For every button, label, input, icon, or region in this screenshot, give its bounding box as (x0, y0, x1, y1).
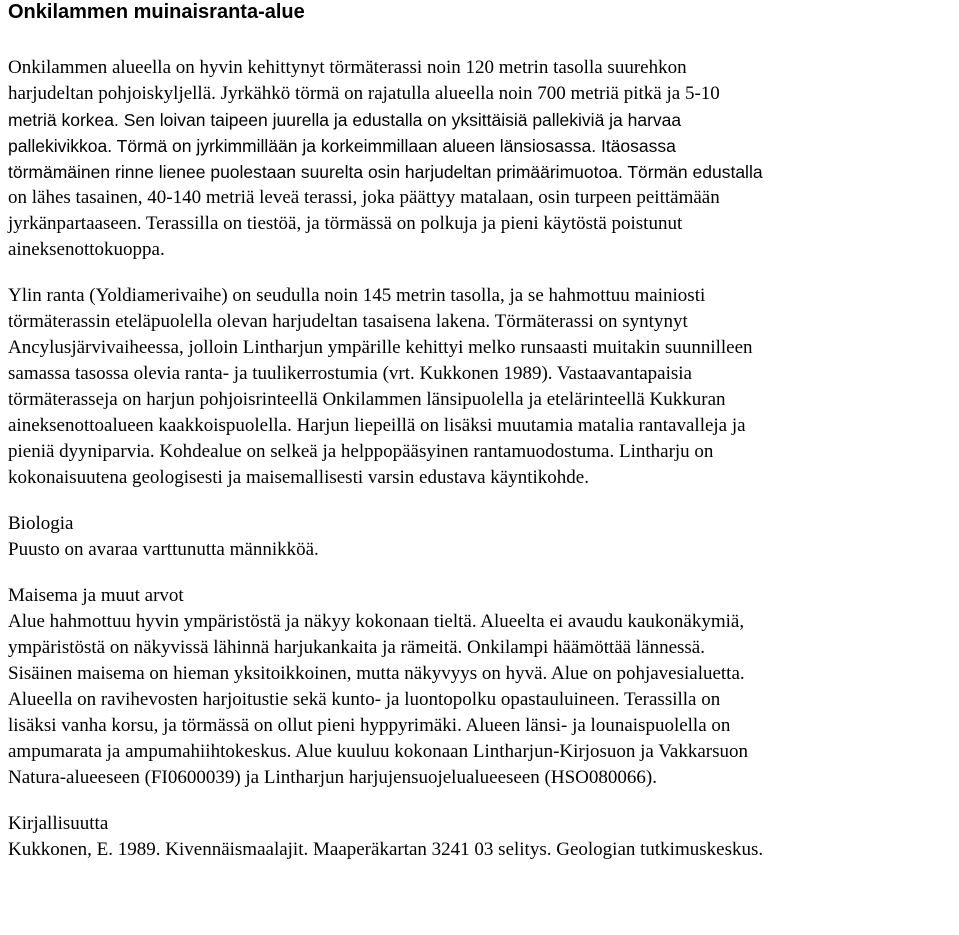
ylin-ranta-line: pieniä dyyniparvia. Kohdealue on selkeä ja helppopääsyinen rantamuodostuma. Lintharju on (8, 441, 714, 462)
biologia-line: Puusto on avaraa varttunutta männikköä. (8, 539, 319, 560)
spacer (8, 491, 956, 511)
section-heading: Biologia (8, 513, 74, 534)
intro-line: Onkilammen alueella on hyvin kehittynyt törmäterassi noin 120 metrin tasolla suurehkon (8, 57, 687, 78)
intro-line: pallekivikkoa. Törmä on jyrkimmillään ja korkeimmillaan alueen länsiosassa. Itäosassa (8, 136, 676, 156)
intro-line: harjudeltan pohjoiskyljellä. Jyrkähkö törmä on rajatulla alueella noin 700 metriä pitkä ja 5-10 (8, 83, 720, 104)
maisema-line: Natura-alueeseen (FI0600039) ja Lintharjun harjujensuojelualueeseen (HSO080066). (8, 767, 657, 788)
maisema-line: lisäksi vanha korsu, ja törmässä on ollut pieni hyppyrimäki. Alueen länsi- ja lounaispuolella on (8, 715, 731, 736)
intro-line: jyrkänpartaaseen. Terassilla on tiestöä, ja törmässä on polkuja ja pieni käytöstä poistunut (8, 213, 683, 234)
kirjallisuutta-section (8, 811, 956, 863)
spacer (8, 24, 956, 55)
ylin-ranta-line: törmäterassin eteläpuolella olevan harjudeltan tasaisena lakena. Törmäterassi on syntynyt (8, 311, 688, 332)
maisema-line: Alue hahmottuu hyvin ympäristöstä ja näkyy kokonaan tieltä. Alueelta ei avaudu kaukonäkymiä, (8, 611, 745, 632)
ylin-ranta-line: aineksenottoalueen kaakkoispuolella. Harjun liepeillä on lisäksi muutamia matalia rantavalleja ja (8, 415, 746, 436)
maisema-line: Alueella on ravihevosten harjoitustie sekä kunto- ja luontopolku opastauluineen. Terassilla on (8, 689, 721, 710)
spacer (8, 791, 956, 811)
spacer (8, 263, 956, 283)
intro-line: törmämäinen rinne lienee puolestaan suurelta osin harjudeltan primäärimuotoa. Törmän edustalla (8, 162, 763, 182)
intro-line: on lähes tasainen, 40-140 metriä leveä terassi, joka päättyy matalaan, osin turpeen peittämään (8, 187, 720, 208)
ylin-ranta-line: kokonaisuutena geologisesti ja maisemallisesti varsin edustava käyntikohde. (8, 467, 589, 488)
maisema-line: ympäristöstä on näkyvissä lähinnä harjukankaita ja rämeitä. Onkilampi häämöttää lännessä. (8, 637, 705, 658)
intro-paragraph (8, 55, 956, 263)
section-heading: Maisema ja muut arvot (8, 585, 184, 606)
ylin-ranta-line: Ylin ranta (Yoldiamerivaihe) on seudulla noin 145 metrin tasolla, ja se hahmottuu mainiosti (8, 285, 706, 306)
ylin-ranta-line: Ancylusjärvivaiheessa, jolloin Lintharjun ympärille kehittyi melko runsaasti muitakin suunnilleen (8, 337, 753, 358)
maisema-section (8, 583, 956, 791)
page-title: Onkilammen muinaisranta-alue (8, 1, 305, 23)
spacer (8, 563, 956, 583)
intro-line: metriä korkea. Sen loivan taipeen juurella ja edustalla on yksittäisiä pallekiviä ja harvaa (8, 110, 682, 130)
ylin-ranta-line: törmäterasseja on harjun pohjoisrinteellä Onkilammen länsipuolella ja etelärinteellä Kukkuran (8, 389, 726, 410)
ylin-ranta-line: samassa tasossa olevia ranta- ja tuulikerrostumia (vrt. Kukkonen 1989). Vastaavantapaisia (8, 363, 692, 384)
section-heading: Kirjallisuutta (8, 813, 109, 834)
reference-line: Kukkonen, E. 1989. Kivennäismaalajit. Maaperäkartan 3241 03 selitys. Geologian tutkimuskeskus. (8, 839, 764, 860)
biologia-section (8, 511, 956, 563)
maisema-line: Sisäinen maisema on hieman yksitoikkoinen, mutta näkyvyys on hyvä. Alue on pohjavesialuetta. (8, 663, 745, 684)
maisema-line: ampumarata ja ampumahiihtokeskus. Alue kuuluu kokonaan Lintharjun-Kirjosuon ja Vakkarsuon (8, 741, 748, 762)
intro-line: aineksenottokuoppa. (8, 239, 165, 260)
document (8, 0, 956, 863)
ylin-ranta-paragraph (8, 283, 956, 491)
